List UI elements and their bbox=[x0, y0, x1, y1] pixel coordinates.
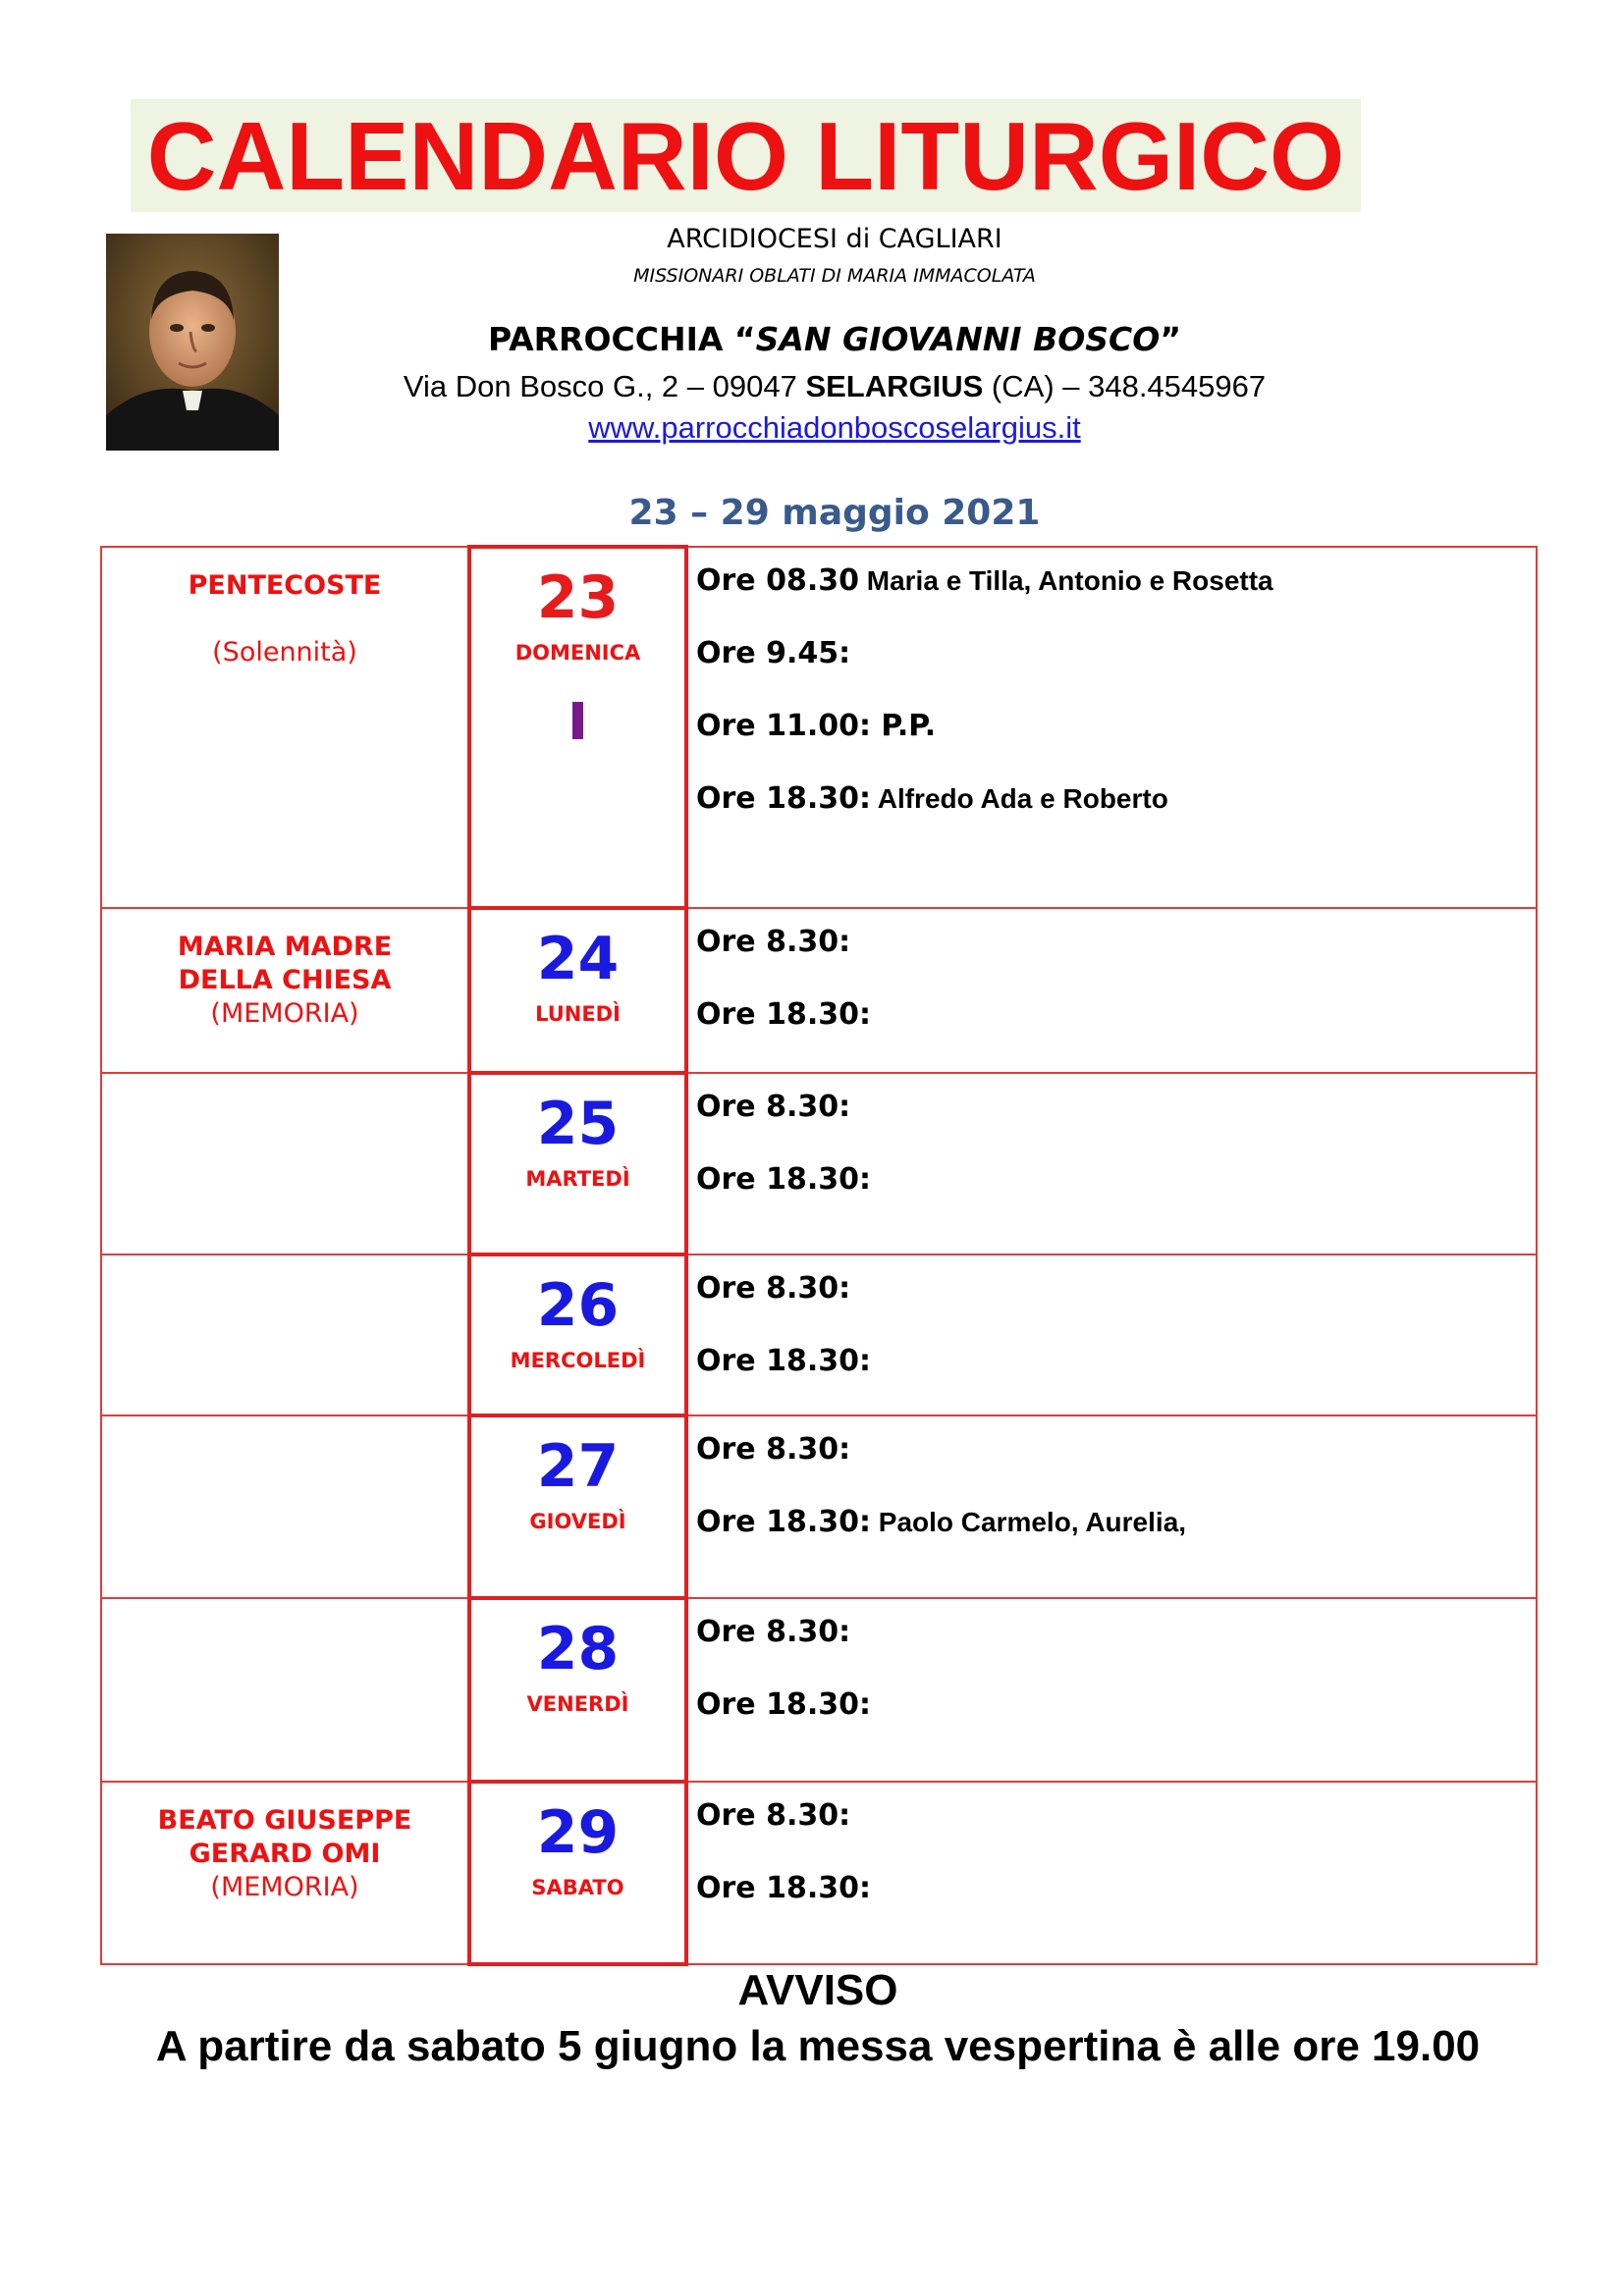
mass-entry bbox=[696, 1160, 1536, 1200]
celebration-cell bbox=[101, 1782, 469, 1964]
liturgical-calendar-table bbox=[100, 545, 1538, 1966]
mass-entry bbox=[696, 707, 1536, 746]
weekday-name: MERCOLEDÌ bbox=[510, 1349, 646, 1372]
calendar-row bbox=[101, 1782, 1537, 1964]
calendar-row bbox=[101, 547, 1537, 908]
calendar-row bbox=[101, 1598, 1537, 1782]
date-cell bbox=[469, 1598, 686, 1782]
weekday-name: DOMENICA bbox=[514, 641, 641, 665]
mass-time: Ore 08.30 bbox=[696, 563, 859, 598]
mass-time: Ore 18.30: bbox=[696, 1871, 871, 1905]
mass-intention: Alfredo Ada e Roberto bbox=[870, 783, 1168, 814]
celebration-rank: (Solennità) bbox=[212, 637, 357, 667]
masses-cell bbox=[686, 547, 1537, 908]
page-title: CALENDARIO LITURGICO bbox=[146, 101, 1345, 210]
notice-title: AVVISO bbox=[737, 1966, 898, 2014]
date-cell bbox=[469, 908, 686, 1073]
date-cell bbox=[469, 1073, 686, 1255]
celebration-cell bbox=[101, 547, 469, 908]
weekday-name: LUNEDÌ bbox=[535, 1002, 621, 1026]
mass-entry bbox=[696, 1088, 1536, 1127]
mass-time: Ore 18.30: bbox=[696, 1344, 871, 1378]
diocese-line: ARCIDIOCESI di CAGLIARI bbox=[667, 224, 1002, 254]
mass-entry bbox=[696, 1796, 1536, 1836]
mass-time: Ore 11.00: P.P. bbox=[696, 709, 937, 743]
parish-prefix: PARROCCHIA “ bbox=[487, 320, 756, 358]
celebration bbox=[102, 1416, 467, 1438]
mass-time: Ore 18.30: bbox=[696, 1687, 871, 1722]
parish-name bbox=[295, 320, 1375, 358]
week-range: 23 – 29 maggio 2021 bbox=[628, 493, 1041, 533]
mass-time: Ore 18.30: bbox=[696, 1162, 871, 1197]
mass-intention: Paolo Carmelo, Aurelia, bbox=[870, 1507, 1187, 1537]
calendar-row bbox=[101, 1255, 1537, 1415]
day-number: 29 bbox=[536, 1798, 620, 1867]
celebration-name-line: DELLA CHIESA bbox=[178, 965, 392, 995]
mass-time: Ore 8.30: bbox=[696, 1615, 851, 1649]
mass-entry bbox=[696, 1685, 1536, 1725]
calendar-row bbox=[101, 908, 1537, 1073]
liturgical-color-mark bbox=[572, 702, 583, 739]
saint-portrait bbox=[106, 234, 279, 451]
day-number: 26 bbox=[536, 1271, 620, 1340]
mass-time: Ore 8.30: bbox=[696, 1432, 851, 1467]
mass-entry bbox=[696, 923, 1536, 962]
mass-entry bbox=[696, 1503, 1536, 1542]
masses-cell bbox=[686, 1415, 1537, 1598]
celebration bbox=[102, 1255, 467, 1277]
day-number: 23 bbox=[536, 563, 620, 632]
celebration bbox=[102, 909, 467, 1031]
celebration-name-line: MARIA MADRE bbox=[177, 932, 393, 962]
mass-entry bbox=[696, 1430, 1536, 1469]
day-number: 25 bbox=[536, 1090, 620, 1158]
weekday-name: GIOVEDÌ bbox=[529, 1510, 626, 1533]
mass-entry bbox=[696, 1269, 1536, 1308]
celebration bbox=[102, 1074, 467, 1095]
celebration-rank: (MEMORIA) bbox=[210, 1872, 359, 1902]
celebration-cell bbox=[101, 1598, 469, 1782]
calendar-row bbox=[101, 1415, 1537, 1598]
masses-cell bbox=[686, 908, 1537, 1073]
day-number: 28 bbox=[536, 1615, 620, 1683]
mass-time: Ore 8.30: bbox=[696, 1798, 851, 1833]
address-street: Via Don Bosco G., 2 – 09047 bbox=[403, 369, 806, 403]
masses-cell bbox=[686, 1255, 1537, 1415]
mass-entry bbox=[696, 1342, 1536, 1381]
celebration-cell bbox=[101, 908, 469, 1073]
celebration bbox=[102, 1599, 467, 1621]
masses-cell bbox=[686, 1598, 1537, 1782]
mass-entry bbox=[696, 561, 1536, 601]
weekday-name: SABATO bbox=[531, 1876, 624, 1899]
mass-entry bbox=[696, 995, 1536, 1035]
address-city: SELARGIUS bbox=[805, 369, 984, 403]
celebration-name-line: BEATO GIUSEPPE bbox=[157, 1805, 412, 1836]
date-cell bbox=[469, 1782, 686, 1964]
day-number: 24 bbox=[536, 925, 620, 993]
celebration-cell bbox=[101, 1073, 469, 1255]
celebration-name-line: PENTECOSTE bbox=[188, 570, 382, 601]
parish-address bbox=[295, 369, 1375, 404]
missionari-line: MISSIONARI OBLATI DI MARIA IMMACOLATA bbox=[633, 265, 1036, 287]
mass-time: Ore 18.30: bbox=[696, 781, 871, 816]
celebration-cell bbox=[101, 1415, 469, 1598]
mass-entry bbox=[696, 1869, 1536, 1908]
parish-saint-name: SAN GIOVANNI BOSCO bbox=[755, 320, 1161, 358]
celebration bbox=[102, 548, 467, 669]
mass-time: Ore 8.30: bbox=[696, 1271, 851, 1306]
calendar-row bbox=[101, 1073, 1537, 1255]
mass-time: Ore 18.30: bbox=[696, 1505, 871, 1539]
address-phone: (CA) – 348.4545967 bbox=[983, 369, 1267, 403]
mass-time: Ore 9.45: bbox=[696, 636, 851, 670]
mass-time: Ore 18.30: bbox=[696, 997, 871, 1032]
masses-cell bbox=[686, 1782, 1537, 1964]
date-cell bbox=[469, 1255, 686, 1415]
masses-cell bbox=[686, 1073, 1537, 1255]
celebration-rank: (MEMORIA) bbox=[210, 998, 359, 1029]
day-number: 27 bbox=[536, 1432, 620, 1501]
title-banner bbox=[131, 99, 1361, 212]
mass-intention: Maria e Tilla, Antonio e Rosetta bbox=[858, 565, 1273, 596]
mass-time: Ore 8.30: bbox=[696, 1090, 851, 1124]
date-cell bbox=[469, 547, 686, 908]
weekday-name: VENERDÌ bbox=[526, 1692, 629, 1716]
website-link[interactable]: www.parrocchiadonboscoselargius.it bbox=[588, 410, 1081, 445]
celebration-name-line: GERARD OMI bbox=[189, 1839, 381, 1869]
notice-text: A partire da sabato 5 giugno la messa vespertina è alle ore 19.00 bbox=[155, 2022, 1481, 2070]
date-cell bbox=[469, 1415, 686, 1598]
mass-entry bbox=[696, 1613, 1536, 1652]
parish-suffix: ” bbox=[1160, 320, 1182, 358]
mass-entry bbox=[696, 779, 1536, 819]
mass-entry bbox=[696, 634, 1536, 673]
weekday-name: MARTEDÌ bbox=[525, 1167, 630, 1191]
celebration-cell bbox=[101, 1255, 469, 1415]
celebration bbox=[102, 1783, 467, 1904]
mass-time: Ore 8.30: bbox=[696, 925, 851, 959]
